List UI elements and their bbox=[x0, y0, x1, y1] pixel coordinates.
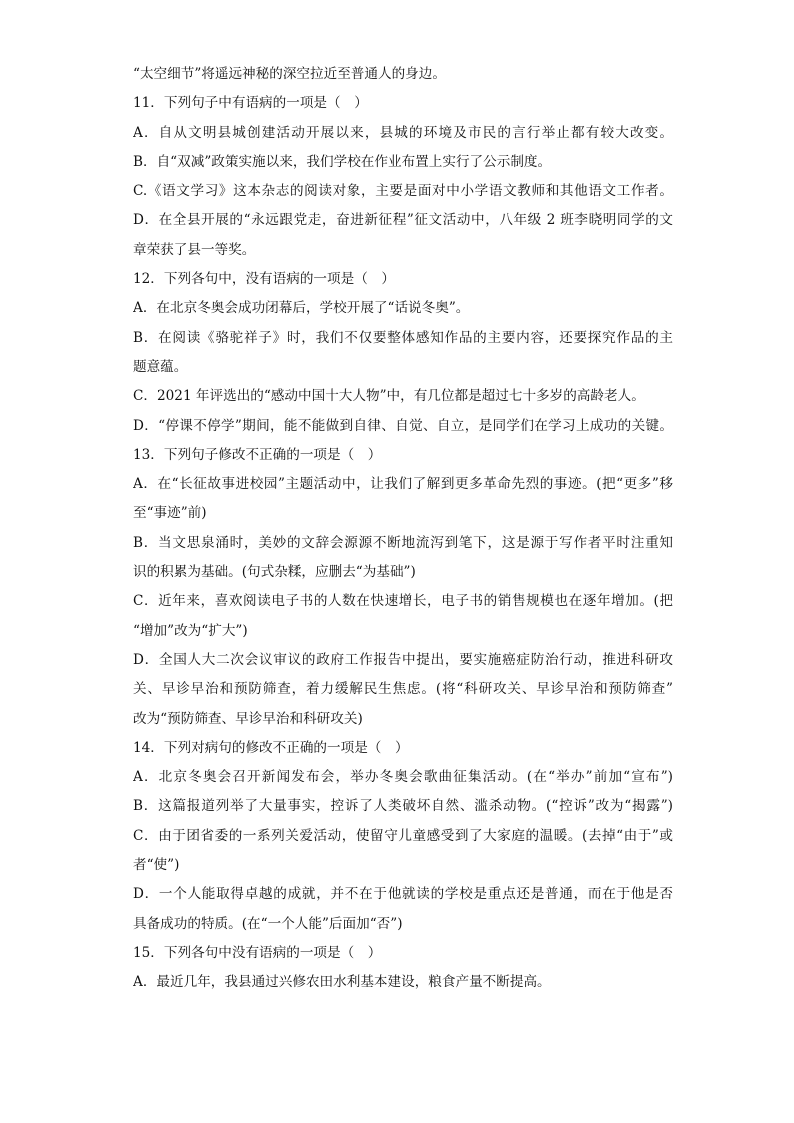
text-line: 改为“预防筛查、早诊早治和科研攻关) bbox=[133, 710, 363, 727]
text-line: D．在全县开展的“永远跟党走，奋进新征程”征文活动中，八年级 2 班李晓明同学的文 bbox=[133, 212, 673, 229]
text-line: 14．下列对病句的修改不正确的一项是（ ） bbox=[133, 739, 409, 756]
text-line: 至“事迹”前) bbox=[133, 505, 207, 522]
text-line: 13．下列句子修改不正确的一项是（ ） bbox=[133, 446, 382, 463]
text-line: B．这篇报道列举了大量事实，控诉了人类破坏自然、滥杀动物。(“控诉”改为“揭露”) bbox=[133, 798, 673, 815]
text-line: B．当文思泉涌时，美妙的文辞会源源不断地流泻到笔下，这是源于写作者平时注重知 bbox=[133, 534, 673, 551]
text-line: A．在“长征故事进校园”主题活动中，让我们了解到更多革命先烈的事迹。(把“更多”移 bbox=[133, 476, 673, 493]
text-line: D．“停课不停学”期间，能不能做到自律、自觉、自立，是同学们在学习上成功的关键。 bbox=[133, 417, 673, 434]
text-line: D．一个人能取得卓越的成就，并不在于他就读的学校是重点还是普通，而在于他是否 bbox=[133, 886, 673, 903]
text-line: C．由于团省委的一系列关爱活动，使留守儿童感受到了大家庭的温暖。(去掉“由于”或 bbox=[133, 827, 673, 844]
text-line: D．全国人大二次会议审议的政府工作报告中提出，要实施癌症防治行动，推进科研攻 bbox=[133, 651, 673, 668]
text-line: C．近年来，喜欢阅读电子书的人数在快速增长，电子书的销售规模也在逐年增加。(把 bbox=[133, 593, 673, 610]
text-line: 关、早诊早治和预防筛查，着力缓解民生焦虑。(将“科研攻关、早诊早治和预防筛查” bbox=[133, 681, 673, 698]
text-line: A．北京冬奥会召开新闻发布会，举办冬奥会歌曲征集活动。(在“举办”前加“宣布”) bbox=[133, 769, 673, 786]
text-line: 具备成功的特质。(在“一个人能”后面加“否”) bbox=[133, 915, 403, 932]
text-line: C.《语文学习》这本杂志的阅读对象，主要是面对中小学语文教师和其他语文工作者。 bbox=[133, 183, 673, 200]
text-line: 11．下列句子中有语病的一项是（ ） bbox=[133, 95, 368, 112]
text-line: A．自从文明县城创建活动开展以来，县城的环境及市民的言行举止都有较大改变。 bbox=[133, 124, 673, 141]
text-line: A．在北京冬奥会成功闭幕后，学校开展了“话说冬奥”。 bbox=[133, 300, 470, 317]
text-line: C．2021 年评选出的“感动中国十大人物”中，有几位都是超过七十多岁的高龄老人。 bbox=[133, 388, 645, 405]
text-line: “太空细节”将遥远神秘的深空拉近至普通人的身边。 bbox=[133, 66, 446, 82]
text-line: 章荣获了县一等奖。 bbox=[133, 241, 256, 258]
text-line: 者“使”) bbox=[133, 857, 180, 874]
text-line: B．自“双减”政策实施以来，我们学校在作业布置上实行了公示制度。 bbox=[133, 153, 552, 170]
text-line: 12．下列各句中，没有语病的一项是（ ） bbox=[133, 271, 395, 288]
text-line: B．在阅读《骆驼祥子》时，我们不仅要整体感知作品的主要内容，还要探究作品的主 bbox=[133, 329, 673, 346]
text-line: 15．下列各句中没有语病的一项是（ ） bbox=[133, 944, 382, 961]
question-text-block bbox=[133, 60, 673, 998]
text-line: 识的积累为基础。(句式杂糅，应删去“为基础”) bbox=[133, 564, 416, 581]
text-line: A．最近几年，我县通过兴修农田水利基本建设，粮食产量不断提高。 bbox=[133, 974, 551, 991]
text-line: 题意蕴。 bbox=[133, 358, 188, 375]
text-line: “增加”改为“扩大”) bbox=[133, 622, 248, 639]
